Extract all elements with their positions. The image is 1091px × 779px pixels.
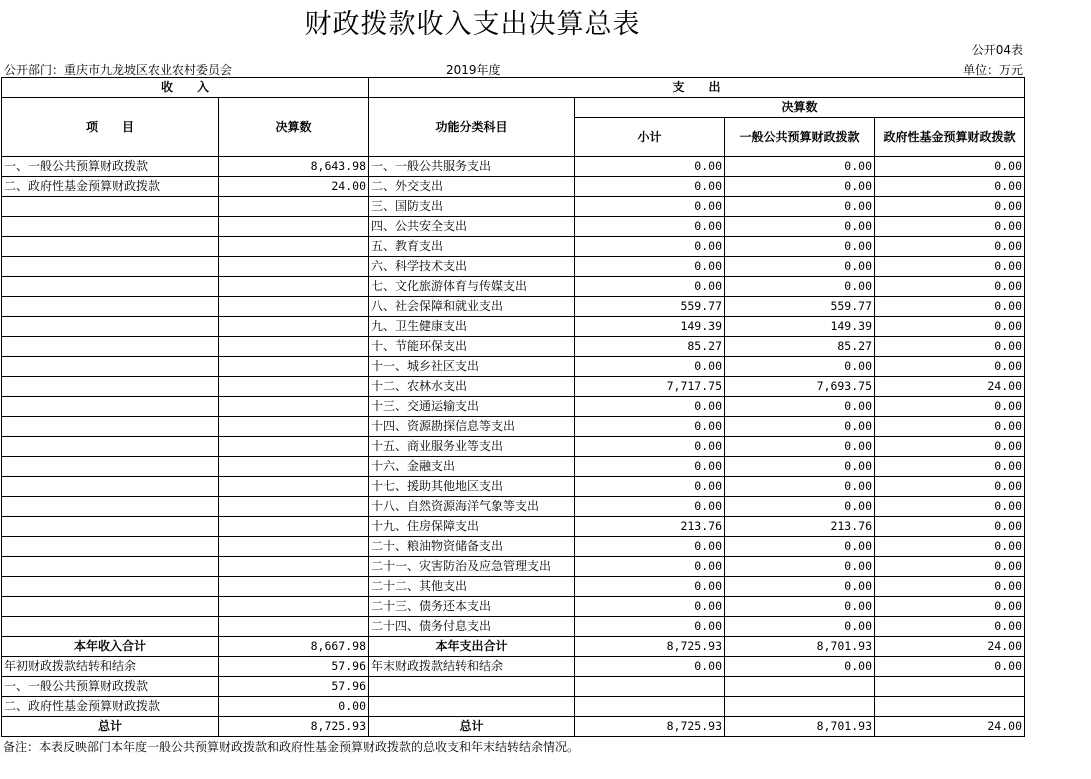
- income-amount-cell: [219, 297, 369, 317]
- expense-category-cell: 十七、援助其他地区支出: [369, 477, 575, 497]
- expense-general-cell: 0.00: [725, 597, 875, 617]
- income-item-cell: [2, 297, 219, 317]
- expense-general-cell: 0.00: [725, 497, 875, 517]
- func-category-header: 功能分类科目: [369, 98, 575, 157]
- expense-general-cell: 0.00: [725, 457, 875, 477]
- expense-fund-cell: 0.00: [875, 437, 1025, 457]
- income-amount-cell: [219, 377, 369, 397]
- expense-category-cell: 十九、住房保障支出: [369, 517, 575, 537]
- expense-subtotal-cell: 0.00: [575, 197, 725, 217]
- begin-fund-row: [2, 697, 1025, 717]
- expense-fund-cell: 24.00: [875, 377, 1025, 397]
- expense-subtotal-cell: 0.00: [575, 217, 725, 237]
- expense-fund-cell: 0.00: [875, 277, 1025, 297]
- unit-label: 单位：万元: [962, 63, 1023, 77]
- expense-category-cell: 九、卫生健康支出: [369, 317, 575, 337]
- grand-total-subtotal: 8,725.93: [575, 717, 725, 737]
- income-amount-cell: [219, 497, 369, 517]
- income-amount-cell: [219, 617, 369, 637]
- expense-fund-cell: 0.00: [875, 237, 1025, 257]
- income-item-cell: [2, 257, 219, 277]
- expense-fund-cell: 0.00: [875, 357, 1025, 377]
- begin-carryover-value: 57.96: [219, 657, 369, 677]
- expense-fund-cell: 0.00: [875, 577, 1025, 597]
- income-amount-cell: [219, 317, 369, 337]
- expense-category-cell: 四、公共安全支出: [369, 217, 575, 237]
- expense-fund-cell: 0.00: [875, 177, 1025, 197]
- expense-general-cell: 0.00: [725, 617, 875, 637]
- table-row: [2, 257, 1025, 277]
- expense-subtotal-cell: 0.00: [575, 457, 725, 477]
- expense-subtotal-cell: 0.00: [575, 597, 725, 617]
- end-carryover-subtotal: 0.00: [575, 657, 725, 677]
- income-amount-cell: [219, 557, 369, 577]
- income-amount-cell: [219, 337, 369, 357]
- income-amount-cell: [219, 457, 369, 477]
- expense-subtotal-cell: 0.00: [575, 477, 725, 497]
- expense-fund-cell: 0.00: [875, 457, 1025, 477]
- carryover-row: [2, 657, 1025, 677]
- income-header: 收 入: [2, 78, 369, 98]
- table-row: [2, 177, 1025, 197]
- amount-header: 决算数: [219, 98, 369, 157]
- table-row: [2, 457, 1025, 477]
- income-amount-cell: 8,643.98: [219, 157, 369, 177]
- end-carryover-label: 年末财政拨款结转和结余: [369, 657, 575, 677]
- expense-fund-cell: 0.00: [875, 257, 1025, 277]
- begin-general-row: [2, 677, 1025, 697]
- expense-general-cell: 0.00: [725, 577, 875, 597]
- grand-total-fund: 24.00: [875, 717, 1025, 737]
- income-amount-cell: [219, 477, 369, 497]
- expense-fund-cell: 0.00: [875, 617, 1025, 637]
- expense-category-cell: 二、外交支出: [369, 177, 575, 197]
- income-expense-total-row: [2, 637, 1025, 657]
- expense-general-cell: 0.00: [725, 557, 875, 577]
- income-item-cell: [2, 557, 219, 577]
- income-amount-cell: 24.00: [219, 177, 369, 197]
- income-item-cell: 一、一般公共预算财政拨款: [2, 157, 219, 177]
- income-total-value: 8,667.98: [219, 637, 369, 657]
- table-row: [2, 617, 1025, 637]
- final-amount-header: 决算数: [575, 98, 1025, 118]
- expense-fund-cell: 0.00: [875, 197, 1025, 217]
- expense-category-cell: 十三、交通运输支出: [369, 397, 575, 417]
- income-item-cell: [2, 357, 219, 377]
- income-amount-cell: [219, 397, 369, 417]
- expense-general-cell: 0.00: [725, 197, 875, 217]
- income-item-cell: [2, 517, 219, 537]
- expense-general-cell: 0.00: [725, 437, 875, 457]
- income-total-label: 本年收入合计: [2, 637, 219, 657]
- table-row: [2, 357, 1025, 377]
- income-item-cell: [2, 537, 219, 557]
- income-item-cell: [2, 397, 219, 417]
- expense-category-cell: 二十一、灾害防治及应急管理支出: [369, 557, 575, 577]
- expense-general-cell: 0.00: [725, 477, 875, 497]
- fund-budget-header: 政府性基金预算财政拨款: [875, 118, 1025, 157]
- expense-subtotal-cell: 0.00: [575, 237, 725, 257]
- expense-total-label: 本年支出合计: [369, 637, 575, 657]
- income-item-cell: [2, 277, 219, 297]
- expense-fund-cell: 0.00: [875, 417, 1025, 437]
- income-item-cell: [2, 237, 219, 257]
- expense-subtotal-cell: 0.00: [575, 357, 725, 377]
- department-label: 公开部门：重庆市九龙坡区农业农村委员会: [4, 63, 233, 77]
- income-item-cell: [2, 377, 219, 397]
- table-row: [2, 397, 1025, 417]
- grand-total-label-left: 总计: [2, 717, 219, 737]
- income-item-cell: [2, 437, 219, 457]
- grand-total-label-right: 总计: [369, 717, 575, 737]
- item-header: 项 目: [2, 98, 219, 157]
- expense-fund-cell: 0.00: [875, 477, 1025, 497]
- income-amount-cell: [219, 257, 369, 277]
- table-row: [2, 217, 1025, 237]
- begin-general-label: 一、一般公共预算财政拨款: [2, 677, 219, 697]
- expense-subtotal-cell: 85.27: [575, 337, 725, 357]
- income-amount-cell: [219, 437, 369, 457]
- expense-category-cell: 十、节能环保支出: [369, 337, 575, 357]
- expense-subtotal-cell: 213.76: [575, 517, 725, 537]
- expense-category-cell: 七、文化旅游体育与传媒支出: [369, 277, 575, 297]
- expense-general-cell: 0.00: [725, 537, 875, 557]
- expense-general-cell: 0.00: [725, 237, 875, 257]
- income-item-cell: 二、政府性基金预算财政拨款: [2, 177, 219, 197]
- general-budget-header: 一般公共预算财政拨款: [725, 118, 875, 157]
- expense-subtotal-cell: 0.00: [575, 577, 725, 597]
- expense-general-cell: 0.00: [725, 157, 875, 177]
- income-amount-cell: [219, 577, 369, 597]
- end-carryover-general: 0.00: [725, 657, 875, 677]
- table-row: [2, 557, 1025, 577]
- subtotal-header: 小计: [575, 118, 725, 157]
- income-amount-cell: [219, 277, 369, 297]
- table-row: [2, 597, 1025, 617]
- expense-category-cell: 十六、金融支出: [369, 457, 575, 477]
- expense-fund-cell: 0.00: [875, 297, 1025, 317]
- income-item-cell: [2, 617, 219, 637]
- expense-category-cell: 十一、城乡社区支出: [369, 357, 575, 377]
- expense-general-cell: 85.27: [725, 337, 875, 357]
- expense-subtotal-cell: 0.00: [575, 617, 725, 637]
- table-row: [2, 377, 1025, 397]
- expense-general-cell: 0.00: [725, 277, 875, 297]
- expense-subtotal-cell: 0.00: [575, 537, 725, 557]
- expense-general-cell: 7,693.75: [725, 377, 875, 397]
- expense-category-cell: 二十、粮油物资储备支出: [369, 537, 575, 557]
- expense-general-cell: 0.00: [725, 417, 875, 437]
- expense-fund-cell: 0.00: [875, 597, 1025, 617]
- begin-general-value: 57.96: [219, 677, 369, 697]
- expense-category-cell: 三、国防支出: [369, 197, 575, 217]
- income-amount-cell: [219, 517, 369, 537]
- expense-category-cell: 八、社会保障和就业支出: [369, 297, 575, 317]
- table-row: [2, 277, 1025, 297]
- income-item-cell: [2, 337, 219, 357]
- report-year: 2019年度: [446, 63, 501, 77]
- expense-total-general: 8,701.93: [725, 637, 875, 657]
- table-row: [2, 237, 1025, 257]
- expense-general-cell: 0.00: [725, 177, 875, 197]
- income-item-cell: [2, 197, 219, 217]
- expense-general-cell: 559.77: [725, 297, 875, 317]
- grand-total-row: [2, 717, 1025, 737]
- table-row: [2, 197, 1025, 217]
- expense-category-cell: 一、一般公共服务支出: [369, 157, 575, 177]
- expense-general-cell: 0.00: [725, 257, 875, 277]
- expense-category-cell: 二十三、债务还本支出: [369, 597, 575, 617]
- expense-category-cell: 十四、资源勘探信息等支出: [369, 417, 575, 437]
- income-item-cell: [2, 457, 219, 477]
- report-title: 财政拨款收入支出决算总表: [304, 9, 641, 40]
- expense-subtotal-cell: 0.00: [575, 397, 725, 417]
- grand-total-general: 8,701.93: [725, 717, 875, 737]
- income-amount-cell: [219, 417, 369, 437]
- expense-fund-cell: 0.00: [875, 517, 1025, 537]
- expense-subtotal-cell: 0.00: [575, 257, 725, 277]
- table-row: [2, 517, 1025, 537]
- expense-category-cell: 十二、农林水支出: [369, 377, 575, 397]
- table-row: [2, 437, 1025, 457]
- begin-fund-value: 0.00: [219, 697, 369, 717]
- expense-subtotal-cell: 0.00: [575, 557, 725, 577]
- income-item-cell: [2, 477, 219, 497]
- expense-fund-cell: 0.00: [875, 397, 1025, 417]
- expense-fund-cell: 0.00: [875, 157, 1025, 177]
- grand-total-income: 8,725.93: [219, 717, 369, 737]
- expense-subtotal-cell: 149.39: [575, 317, 725, 337]
- table-row: [2, 497, 1025, 517]
- expense-subtotal-cell: 0.00: [575, 277, 725, 297]
- expense-subtotal-cell: 0.00: [575, 497, 725, 517]
- expense-total-subtotal: 8,725.93: [575, 637, 725, 657]
- income-amount-cell: [219, 597, 369, 617]
- expense-category-cell: 二十二、其他支出: [369, 577, 575, 597]
- form-number: 公开04表: [971, 43, 1023, 57]
- income-item-cell: [2, 597, 219, 617]
- expense-category-cell: 十八、自然资源海洋气象等支出: [369, 497, 575, 517]
- income-amount-cell: [219, 217, 369, 237]
- income-item-cell: [2, 417, 219, 437]
- begin-carryover-label: 年初财政拨款结转和结余: [2, 657, 219, 677]
- expense-fund-cell: 0.00: [875, 317, 1025, 337]
- expense-subtotal-cell: 0.00: [575, 157, 725, 177]
- table-row: [2, 477, 1025, 497]
- income-amount-cell: [219, 357, 369, 377]
- end-carryover-fund: 0.00: [875, 657, 1025, 677]
- expense-fund-cell: 0.00: [875, 497, 1025, 517]
- income-item-cell: [2, 577, 219, 597]
- table-row: [2, 537, 1025, 557]
- begin-fund-label: 二、政府性基金预算财政拨款: [2, 697, 219, 717]
- expense-subtotal-cell: 0.00: [575, 437, 725, 457]
- expense-total-fund: 24.00: [875, 637, 1025, 657]
- table-row: [2, 317, 1025, 337]
- table-row: [2, 157, 1025, 177]
- expense-fund-cell: 0.00: [875, 557, 1025, 577]
- expense-general-cell: 149.39: [725, 317, 875, 337]
- budget-table: [1, 77, 1025, 737]
- table-row: [2, 577, 1025, 597]
- expense-subtotal-cell: 7,717.75: [575, 377, 725, 397]
- expense-general-cell: 213.76: [725, 517, 875, 537]
- expense-fund-cell: 0.00: [875, 217, 1025, 237]
- expense-category-cell: 五、教育支出: [369, 237, 575, 257]
- expense-general-cell: 0.00: [725, 217, 875, 237]
- table-row: [2, 297, 1025, 317]
- income-amount-cell: [219, 537, 369, 557]
- income-item-cell: [2, 217, 219, 237]
- income-amount-cell: [219, 237, 369, 257]
- expense-general-cell: 0.00: [725, 397, 875, 417]
- income-item-cell: [2, 317, 219, 337]
- expense-general-cell: 0.00: [725, 357, 875, 377]
- income-item-cell: [2, 497, 219, 517]
- expense-fund-cell: 0.00: [875, 537, 1025, 557]
- expense-fund-cell: 0.00: [875, 337, 1025, 357]
- table-row: [2, 417, 1025, 437]
- expense-category-cell: 十五、商业服务业等支出: [369, 437, 575, 457]
- expense-header: 支 出: [369, 78, 1025, 98]
- expense-subtotal-cell: 0.00: [575, 177, 725, 197]
- expense-category-cell: 二十四、债务付息支出: [369, 617, 575, 637]
- expense-subtotal-cell: 0.00: [575, 417, 725, 437]
- table-row: [2, 337, 1025, 357]
- expense-category-cell: 六、科学技术支出: [369, 257, 575, 277]
- footnote: 备注：本表反映部门本年度一般公共预算财政拨款和政府性基金预算财政拨款的总收支和年末结转结余情况。: [3, 740, 580, 754]
- expense-subtotal-cell: 559.77: [575, 297, 725, 317]
- income-amount-cell: [219, 197, 369, 217]
